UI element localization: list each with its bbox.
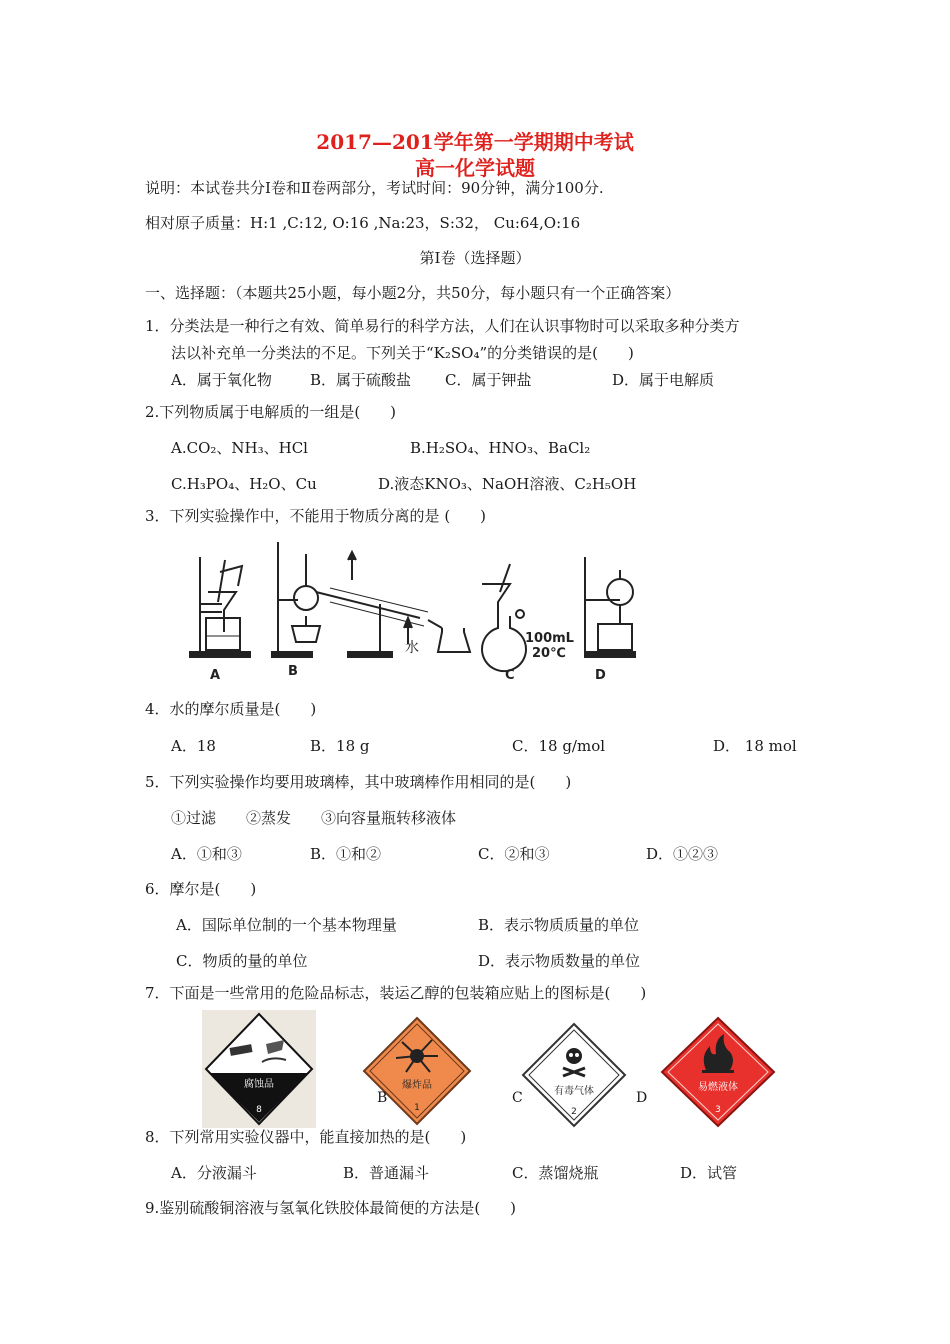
figure-label-d: D — [595, 668, 606, 683]
exam-note: 说明：本试卷共分Ⅰ卷和Ⅱ卷两部分，考试时间：90分钟，满分100分. — [145, 179, 604, 197]
q8-option-b: B．普通漏斗 — [343, 1164, 430, 1182]
q1-option-a: A．属于氧化物 — [171, 371, 272, 389]
q4-stem: 4．水的摩尔质量是( ) — [145, 700, 317, 718]
corrosive-hazard-sign — [202, 1010, 316, 1128]
explosive-sign-number: 1 — [414, 1103, 420, 1113]
q4-option-b: B．18 g — [310, 737, 370, 755]
q2-option-c: C.H₃PO₄、H₂O、Cu — [171, 475, 317, 493]
q5-items: ①过滤 ②蒸发 ③向容量瓶转移液体 — [171, 809, 457, 827]
q5-option-d: D．①②③ — [646, 845, 719, 863]
q5-option-c: C．②和③ — [478, 845, 550, 863]
q6-option-a: A．国际单位制的一个基本物理量 — [176, 916, 397, 934]
q1-stem-line1: 1．分类法是一种行之有效、简单易行的科学方法，人们在认识事物时可以采取多种分类方 — [145, 317, 740, 335]
q1-stem-line2: 法以补充单一分类法的不足。下列关于“K₂SO₄”的分类错误的是( ) — [171, 344, 634, 362]
flammable-sign-number: 3 — [715, 1105, 721, 1115]
q7-stem: 7．下面是一些常用的危险品标志，装运乙醇的包装箱应贴上的图标是( ) — [145, 984, 647, 1002]
q8-option-c: C．蒸馏烧瓶 — [512, 1164, 599, 1182]
figure-label-a: A — [210, 668, 221, 683]
flask-volume-label: 100mL — [525, 631, 574, 646]
section-instructions: 一、选择题：（本题共25小题，每小题2分，共50分，每小题只有一个正确答案） — [145, 284, 681, 302]
q8-stem: 8．下列常用实验仪器中，能直接加热的是( ) — [145, 1128, 467, 1146]
q1-option-b: B．属于硫酸盐 — [310, 371, 412, 389]
flammable-liquid-hazard-sign — [660, 1016, 776, 1128]
q1-option-d: D．属于电解质 — [612, 371, 715, 389]
q6-stem: 6．摩尔是( ) — [145, 880, 257, 898]
q2-stem: 2.下列物质属于电解质的一组是( ) — [145, 403, 397, 421]
q6-option-b: B．表示物质质量的单位 — [478, 916, 640, 934]
atomic-masses: 相对原子质量：H:1 ,C:12, O:16 ,Na:23，S:32， Cu:64,O:16 — [145, 214, 581, 232]
corrosive-sign-text: 腐蚀品 — [244, 1079, 274, 1090]
q9-stem: 9.鉴别硫酸铜溶液与氢氧化铁胶体最简便的方法是( ) — [145, 1199, 517, 1217]
q2-option-a: A.CO₂、NH₃、HCl — [171, 439, 308, 457]
figure-label-c: C — [505, 668, 515, 683]
explosive-hazard-sign — [362, 1016, 472, 1126]
q1-option-c: C．属于钾盐 — [445, 371, 532, 389]
sign-label-d: D — [636, 1090, 648, 1106]
q8-option-d: D．试管 — [680, 1164, 738, 1182]
exam-subtitle: 高一化学试题 — [415, 156, 535, 180]
filtration-apparatus — [190, 557, 250, 657]
q5-option-b: B．①和② — [310, 845, 382, 863]
q2-option-d: D.液态KNO₃、NaOH溶液、C₂H₅OH — [378, 475, 637, 493]
toxic-gas-sign-number: 2 — [571, 1107, 577, 1117]
separatory-funnel-apparatus — [585, 557, 635, 657]
toxic-gas-hazard-sign — [521, 1022, 627, 1128]
q4-option-d: D． 18 mol — [713, 737, 797, 755]
q4-option-c: C．18 g/mol — [512, 737, 606, 755]
distillation-apparatus — [272, 542, 470, 657]
q2-option-b: B.H₂SO₄、HNO₃、BaCl₂ — [410, 439, 591, 457]
sign-label-b: B — [377, 1090, 388, 1106]
sign-label-c: C — [512, 1090, 523, 1106]
q5-stem: 5．下列实验操作均要用玻璃棒，其中玻璃棒作用相同的是( ) — [145, 773, 572, 791]
q8-option-a: A．分液漏斗 — [171, 1164, 257, 1182]
corrosive-sign-number: 8 — [256, 1105, 262, 1115]
water-label: 水 — [405, 640, 419, 656]
q6-option-c: C．物质的量的单位 — [176, 952, 308, 970]
explosive-sign-text: 爆炸品 — [402, 1080, 432, 1091]
separation-apparatus-figure — [180, 532, 660, 687]
figure-label-b: B — [288, 664, 298, 679]
q6-option-d: D．表示物质数量的单位 — [478, 952, 641, 970]
toxic-gas-sign-text: 有毒气体 — [554, 1086, 594, 1097]
volumetric-flask — [482, 564, 526, 671]
q5-option-a: A．①和③ — [171, 845, 242, 863]
section-heading: 第Ⅰ卷（选择题） — [419, 249, 531, 267]
exam-title: 2017—201学年第一学期期中考试 — [316, 130, 634, 154]
q4-option-a: A．18 — [171, 737, 216, 755]
q3-stem: 3．下列实验操作中，不能用于物质分离的是 ( ) — [145, 507, 487, 525]
flask-temp-label: 20℃ — [532, 646, 566, 661]
flammable-sign-text: 易燃液体 — [698, 1082, 738, 1093]
